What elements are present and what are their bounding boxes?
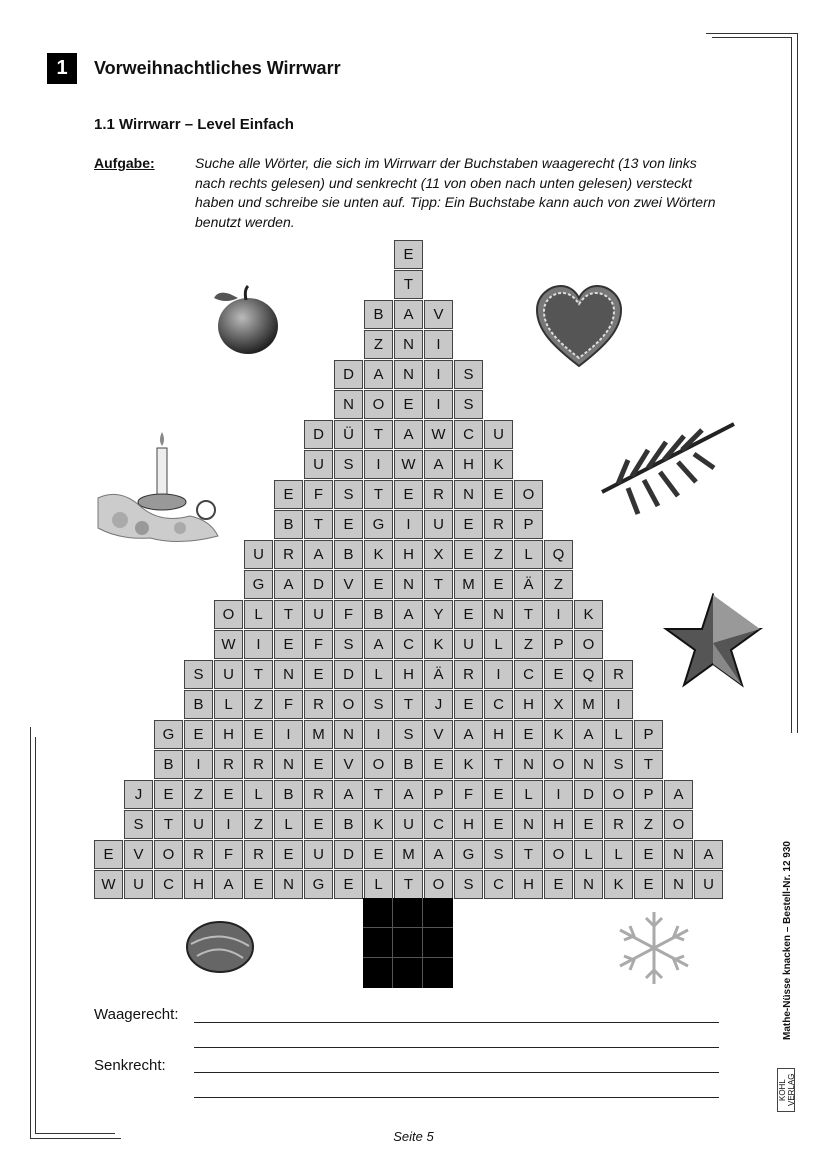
grid-cell[interactable]: U — [484, 420, 513, 449]
grid-cell[interactable]: A — [364, 630, 393, 659]
grid-cell[interactable]: K — [574, 600, 603, 629]
grid-cell[interactable]: G — [454, 840, 483, 869]
grid-cell[interactable]: O — [154, 840, 183, 869]
grid-cell[interactable]: W — [94, 870, 123, 899]
star-icon — [662, 593, 764, 689]
frame-line — [791, 37, 792, 733]
grid-cell[interactable]: T — [394, 270, 423, 299]
grid-cell[interactable]: D — [334, 660, 363, 689]
answer-line[interactable] — [194, 1047, 719, 1048]
grid-cell[interactable]: A — [394, 420, 423, 449]
grid-cell[interactable]: H — [184, 870, 213, 899]
grid-cell[interactable]: G — [244, 570, 273, 599]
grid-cell[interactable]: N — [514, 810, 543, 839]
grid-cell[interactable]: S — [364, 690, 393, 719]
grid-cell[interactable]: E — [304, 810, 333, 839]
grid-cell[interactable]: L — [364, 660, 393, 689]
grid-cell[interactable]: I — [544, 600, 573, 629]
grid-cell[interactable]: T — [424, 570, 453, 599]
grid-cell[interactable]: I — [424, 330, 453, 359]
grid-cell[interactable]: E — [304, 660, 333, 689]
grid-cell[interactable]: E — [394, 390, 423, 419]
grid-cell[interactable]: Y — [424, 600, 453, 629]
grid-cell[interactable]: D — [304, 420, 333, 449]
grid-cell[interactable]: O — [514, 480, 543, 509]
grid-cell[interactable]: N — [574, 750, 603, 779]
grid-cell[interactable]: C — [484, 690, 513, 719]
grid-cell[interactable]: S — [184, 660, 213, 689]
grid-cell[interactable]: J — [124, 780, 153, 809]
grid-cell[interactable]: Z — [544, 570, 573, 599]
grid-cell[interactable]: F — [334, 600, 363, 629]
grid-cell[interactable]: B — [184, 690, 213, 719]
grid-cell[interactable]: K — [364, 810, 393, 839]
grid-cell[interactable]: W — [394, 450, 423, 479]
grid-cell[interactable]: K — [454, 750, 483, 779]
grid-cell[interactable]: H — [544, 810, 573, 839]
grid-cell[interactable]: F — [304, 480, 333, 509]
grid-cell[interactable]: S — [394, 720, 423, 749]
grid-cell[interactable]: M — [304, 720, 333, 749]
grid-cell[interactable]: N — [274, 750, 303, 779]
grid-cell[interactable]: U — [454, 630, 483, 659]
grid-cell[interactable]: Ü — [334, 420, 363, 449]
grid-cell[interactable]: U — [694, 870, 723, 899]
grid-cell[interactable]: V — [334, 750, 363, 779]
grid-cell[interactable]: I — [484, 660, 513, 689]
grid-cell[interactable]: O — [574, 630, 603, 659]
grid-cell[interactable]: E — [154, 780, 183, 809]
grid-cell[interactable]: E — [514, 720, 543, 749]
grid-cell[interactable]: E — [634, 870, 663, 899]
grid-cell[interactable]: E — [94, 840, 123, 869]
grid-cell[interactable]: O — [334, 690, 363, 719]
grid-cell[interactable]: E — [454, 510, 483, 539]
grid-cell[interactable]: U — [124, 870, 153, 899]
grid-cell[interactable]: Q — [574, 660, 603, 689]
grid-cell[interactable]: A — [574, 720, 603, 749]
grid-cell[interactable]: A — [424, 840, 453, 869]
grid-cell[interactable]: H — [394, 540, 423, 569]
grid-cell[interactable]: E — [394, 240, 423, 269]
grid-cell[interactable]: S — [454, 390, 483, 419]
grid-cell[interactable]: R — [304, 690, 333, 719]
grid-cell[interactable]: Ä — [424, 660, 453, 689]
grid-cell[interactable]: V — [124, 840, 153, 869]
grid-cell[interactable]: G — [154, 720, 183, 749]
grid-cell[interactable]: H — [454, 450, 483, 479]
grid-cell[interactable]: O — [424, 870, 453, 899]
grid-cell[interactable]: F — [214, 840, 243, 869]
grid-cell[interactable]: E — [394, 480, 423, 509]
grid-cell[interactable]: Z — [514, 630, 543, 659]
grid-cell[interactable]: C — [484, 870, 513, 899]
grid-cell[interactable]: A — [694, 840, 723, 869]
section-title: 1.1 Wirrwarr – Level Einfach — [94, 116, 294, 133]
grid-cell[interactable]: U — [184, 810, 213, 839]
grid-cell[interactable]: I — [214, 810, 243, 839]
grid-cell[interactable]: T — [304, 510, 333, 539]
grid-cell[interactable]: U — [214, 660, 243, 689]
walnut-icon — [183, 916, 257, 978]
grid-cell[interactable]: F — [454, 780, 483, 809]
grid-cell[interactable]: E — [454, 690, 483, 719]
grid-cell[interactable]: E — [304, 750, 333, 779]
grid-cell[interactable]: T — [244, 660, 273, 689]
grid-cell[interactable]: N — [574, 870, 603, 899]
grid-cell[interactable]: N — [664, 840, 693, 869]
grid-cell[interactable]: U — [424, 510, 453, 539]
chapter-title: Vorweihnachtliches Wirrwarr — [94, 58, 341, 78]
grid-cell[interactable]: E — [334, 510, 363, 539]
grid-cell[interactable]: E — [274, 480, 303, 509]
grid-cell[interactable]: N — [274, 660, 303, 689]
grid-cell[interactable]: B — [154, 750, 183, 779]
grid-cell[interactable]: R — [424, 480, 453, 509]
grid-cell[interactable]: D — [334, 840, 363, 869]
grid-cell[interactable]: E — [544, 660, 573, 689]
grid-cell[interactable]: Z — [244, 810, 273, 839]
grid-cell[interactable]: S — [334, 480, 363, 509]
grid-cell[interactable]: E — [544, 870, 573, 899]
grid-cell[interactable]: T — [364, 480, 393, 509]
grid-cell[interactable]: U — [304, 450, 333, 479]
chapter-number: 1 — [47, 53, 77, 84]
grid-cell[interactable]: I — [244, 630, 273, 659]
grid-cell[interactable]: A — [214, 870, 243, 899]
grid-cell[interactable]: A — [454, 720, 483, 749]
grid-cell[interactable]: R — [604, 810, 633, 839]
grid-cell[interactable]: H — [214, 720, 243, 749]
grid-cell[interactable]: C — [154, 870, 183, 899]
grid-cell[interactable]: Z — [364, 330, 393, 359]
grid-cell[interactable]: L — [514, 780, 543, 809]
grid-cell[interactable]: S — [334, 450, 363, 479]
grid-cell[interactable]: S — [604, 750, 633, 779]
frame-line — [797, 33, 798, 733]
grid-cell[interactable]: E — [424, 750, 453, 779]
grid-cell[interactable]: E — [244, 720, 273, 749]
grid-cell[interactable]: D — [334, 360, 363, 389]
answer-line[interactable] — [194, 1022, 719, 1023]
grid-cell[interactable]: C — [514, 660, 543, 689]
frame-line — [712, 37, 792, 38]
grid-cell[interactable]: S — [334, 630, 363, 659]
grid-cell[interactable]: R — [304, 780, 333, 809]
grid-cell[interactable]: O — [214, 600, 243, 629]
grid-cell[interactable]: N — [664, 870, 693, 899]
grid-cell[interactable]: E — [274, 630, 303, 659]
grid-cell[interactable]: A — [304, 540, 333, 569]
grid-cell[interactable]: E — [484, 780, 513, 809]
grid-cell[interactable]: R — [184, 840, 213, 869]
grid-cell[interactable]: U — [394, 810, 423, 839]
grid-cell[interactable]: M — [454, 570, 483, 599]
grid-cell[interactable]: Q — [544, 540, 573, 569]
grid-cell[interactable]: K — [544, 720, 573, 749]
grid-cell[interactable]: T — [394, 690, 423, 719]
grid-cell[interactable]: L — [574, 840, 603, 869]
grid-cell[interactable]: L — [214, 690, 243, 719]
grid-cell[interactable]: H — [514, 870, 543, 899]
grid-cell[interactable]: R — [244, 750, 273, 779]
grid-cell[interactable]: T — [364, 780, 393, 809]
answer-line[interactable] — [194, 1097, 719, 1098]
grid-cell[interactable]: E — [634, 840, 663, 869]
grid-cell[interactable]: V — [334, 570, 363, 599]
answer-line[interactable] — [194, 1072, 719, 1073]
grid-cell[interactable]: K — [424, 630, 453, 659]
grid-cell[interactable]: N — [394, 570, 423, 599]
grid-cell[interactable]: O — [544, 840, 573, 869]
grid-cell[interactable]: A — [394, 600, 423, 629]
grid-cell[interactable]: E — [334, 870, 363, 899]
grid-cell[interactable]: A — [274, 570, 303, 599]
grid-cell[interactable]: U — [304, 840, 333, 869]
grid-cell[interactable]: I — [364, 450, 393, 479]
grid-cell[interactable]: I — [274, 720, 303, 749]
frame-line — [706, 33, 798, 34]
page-number: Seite 5 — [393, 1129, 434, 1144]
grid-cell[interactable]: B — [334, 810, 363, 839]
grid-cell[interactable]: S — [484, 840, 513, 869]
grid-cell[interactable]: A — [394, 780, 423, 809]
grid-cell[interactable]: T — [364, 420, 393, 449]
grid-cell[interactable]: W — [214, 630, 243, 659]
side-text: Mathe-Nüsse knacken – Bestell-Nr. 12 930 — [782, 841, 793, 1040]
grid-cell[interactable]: Z — [484, 540, 513, 569]
grid-cell[interactable]: L — [244, 780, 273, 809]
grid-cell[interactable]: B — [274, 780, 303, 809]
grid-cell[interactable]: K — [604, 870, 633, 899]
grid-cell[interactable]: M — [574, 690, 603, 719]
grid-cell[interactable]: N — [394, 330, 423, 359]
grid-cell[interactable]: R — [274, 540, 303, 569]
grid-cell[interactable]: S — [454, 360, 483, 389]
grid-cell[interactable]: F — [304, 630, 333, 659]
grid-cell[interactable]: B — [364, 600, 393, 629]
grid-cell[interactable]: N — [334, 720, 363, 749]
grid-cell[interactable]: O — [544, 750, 573, 779]
grid-cell[interactable]: N — [454, 480, 483, 509]
grid-cell[interactable]: E — [454, 600, 483, 629]
candle-icon — [90, 428, 228, 556]
grid-cell[interactable]: L — [514, 540, 543, 569]
grid-cell[interactable]: P — [514, 510, 543, 539]
grid-cell[interactable]: A — [334, 780, 363, 809]
grid-cell[interactable]: Ä — [514, 570, 543, 599]
grid-cell[interactable]: B — [394, 750, 423, 779]
grid-cell[interactable]: N — [514, 750, 543, 779]
grid-cell[interactable]: H — [454, 810, 483, 839]
grid-cell[interactable]: N — [484, 600, 513, 629]
grid-cell[interactable]: E — [364, 570, 393, 599]
task-text: Suche alle Wörter, die sich im Wirrwarr der Buchstaben waagerecht (13 von links nach rechts gelesen) und senkrecht (11 von oben nach unten gelesen) versteckt haben und schreibe sie unten auf. Tipp: Ein Buchstabe kann auch von zwei Wörtern benutzt werden. — [195, 155, 716, 230]
grid-cell[interactable]: B — [364, 300, 393, 329]
grid-cell[interactable]: A — [364, 360, 393, 389]
grid-cell[interactable]: B — [274, 510, 303, 539]
grid-cell[interactable]: L — [364, 870, 393, 899]
grid-cell[interactable]: P — [634, 780, 663, 809]
grid-cell[interactable]: A — [424, 450, 453, 479]
grid-cell[interactable]: N — [394, 360, 423, 389]
grid-cell[interactable]: E — [484, 480, 513, 509]
grid-cell[interactable]: A — [664, 780, 693, 809]
grid-cell[interactable]: J — [424, 690, 453, 719]
grid-cell[interactable]: R — [214, 750, 243, 779]
grid-cell[interactable]: O — [364, 390, 393, 419]
grid-cell[interactable]: C — [424, 810, 453, 839]
grid-cell[interactable]: T — [274, 600, 303, 629]
grid-cell[interactable]: E — [364, 840, 393, 869]
grid-cell[interactable]: A — [394, 300, 423, 329]
task-label: Aufgabe: — [94, 155, 155, 171]
grid-cell[interactable]: E — [574, 810, 603, 839]
grid-cell[interactable]: I — [364, 720, 393, 749]
grid-cell[interactable]: I — [184, 750, 213, 779]
grid-cell[interactable]: K — [364, 540, 393, 569]
grid-cell[interactable]: U — [244, 540, 273, 569]
grid-cell[interactable]: O — [364, 750, 393, 779]
grid-cell[interactable]: P — [544, 630, 573, 659]
grid-cell[interactable]: M — [394, 840, 423, 869]
grid-cell[interactable]: X — [424, 540, 453, 569]
grid-cell[interactable]: E — [244, 870, 273, 899]
grid-cell[interactable]: T — [514, 600, 543, 629]
grid-cell[interactable]: S — [124, 810, 153, 839]
grid-cell[interactable]: R — [244, 840, 273, 869]
apple-icon — [208, 282, 284, 356]
grid-cell[interactable]: X — [544, 690, 573, 719]
grid-cell[interactable]: E — [274, 840, 303, 869]
grid-cell[interactable]: T — [634, 750, 663, 779]
grid-cell[interactable]: W — [424, 420, 453, 449]
grid-cell[interactable]: D — [574, 780, 603, 809]
grid-cell[interactable]: V — [424, 720, 453, 749]
grid-cell[interactable]: L — [274, 810, 303, 839]
grid-cell[interactable]: F — [274, 690, 303, 719]
grid-cell[interactable]: G — [304, 870, 333, 899]
grid-cell[interactable]: L — [604, 840, 633, 869]
fir-branch-icon — [598, 418, 738, 522]
frame-line — [35, 737, 36, 1134]
grid-cell[interactable]: L — [604, 720, 633, 749]
grid-cell[interactable]: R — [604, 660, 633, 689]
grid-cell[interactable]: H — [484, 720, 513, 749]
grid-cell[interactable]: T — [154, 810, 183, 839]
grid-cell[interactable]: O — [664, 810, 693, 839]
grid-cell[interactable]: K — [484, 450, 513, 479]
grid-cell[interactable]: L — [244, 600, 273, 629]
grid-cell[interactable]: P — [424, 780, 453, 809]
grid-cell[interactable]: S — [454, 870, 483, 899]
grid-cell[interactable]: V — [424, 300, 453, 329]
grid-cell[interactable]: H — [394, 660, 423, 689]
snowflake-icon — [610, 908, 698, 988]
vertical-label: Senkrecht: — [94, 1057, 166, 1074]
grid-cell[interactable]: I — [424, 390, 453, 419]
grid-cell[interactable]: L — [484, 630, 513, 659]
gingerbread-heart-icon — [533, 284, 625, 370]
grid-cell[interactable]: E — [184, 720, 213, 749]
grid-cell[interactable]: C — [454, 420, 483, 449]
grid-cell[interactable]: U — [304, 600, 333, 629]
publisher-logo: KOHL VERLAG — [777, 1068, 795, 1112]
tree-trunk — [363, 898, 453, 988]
grid-cell[interactable]: R — [454, 660, 483, 689]
grid-cell[interactable]: R — [484, 510, 513, 539]
grid-cell[interactable]: P — [634, 720, 663, 749]
grid-cell[interactable]: T — [394, 870, 423, 899]
grid-cell[interactable]: E — [484, 570, 513, 599]
grid-cell[interactable]: Z — [184, 780, 213, 809]
grid-cell[interactable]: N — [274, 870, 303, 899]
grid-cell[interactable]: C — [394, 630, 423, 659]
grid-cell[interactable]: E — [484, 810, 513, 839]
grid-cell[interactable]: B — [334, 540, 363, 569]
grid-cell[interactable]: D — [304, 570, 333, 599]
grid-cell[interactable]: I — [544, 780, 573, 809]
grid-cell[interactable]: O — [604, 780, 633, 809]
grid-cell[interactable]: N — [334, 390, 363, 419]
grid-cell[interactable]: I — [394, 510, 423, 539]
grid-cell[interactable]: E — [454, 540, 483, 569]
grid-cell[interactable]: Z — [634, 810, 663, 839]
grid-cell[interactable]: I — [604, 690, 633, 719]
grid-cell[interactable]: E — [214, 780, 243, 809]
grid-cell[interactable]: I — [424, 360, 453, 389]
grid-cell[interactable]: T — [484, 750, 513, 779]
grid-cell[interactable]: T — [514, 840, 543, 869]
frame-line — [30, 727, 31, 1139]
grid-cell[interactable]: H — [514, 690, 543, 719]
grid-cell[interactable]: Z — [244, 690, 273, 719]
horizontal-label: Waagerecht: — [94, 1006, 179, 1023]
grid-cell[interactable]: G — [364, 510, 393, 539]
